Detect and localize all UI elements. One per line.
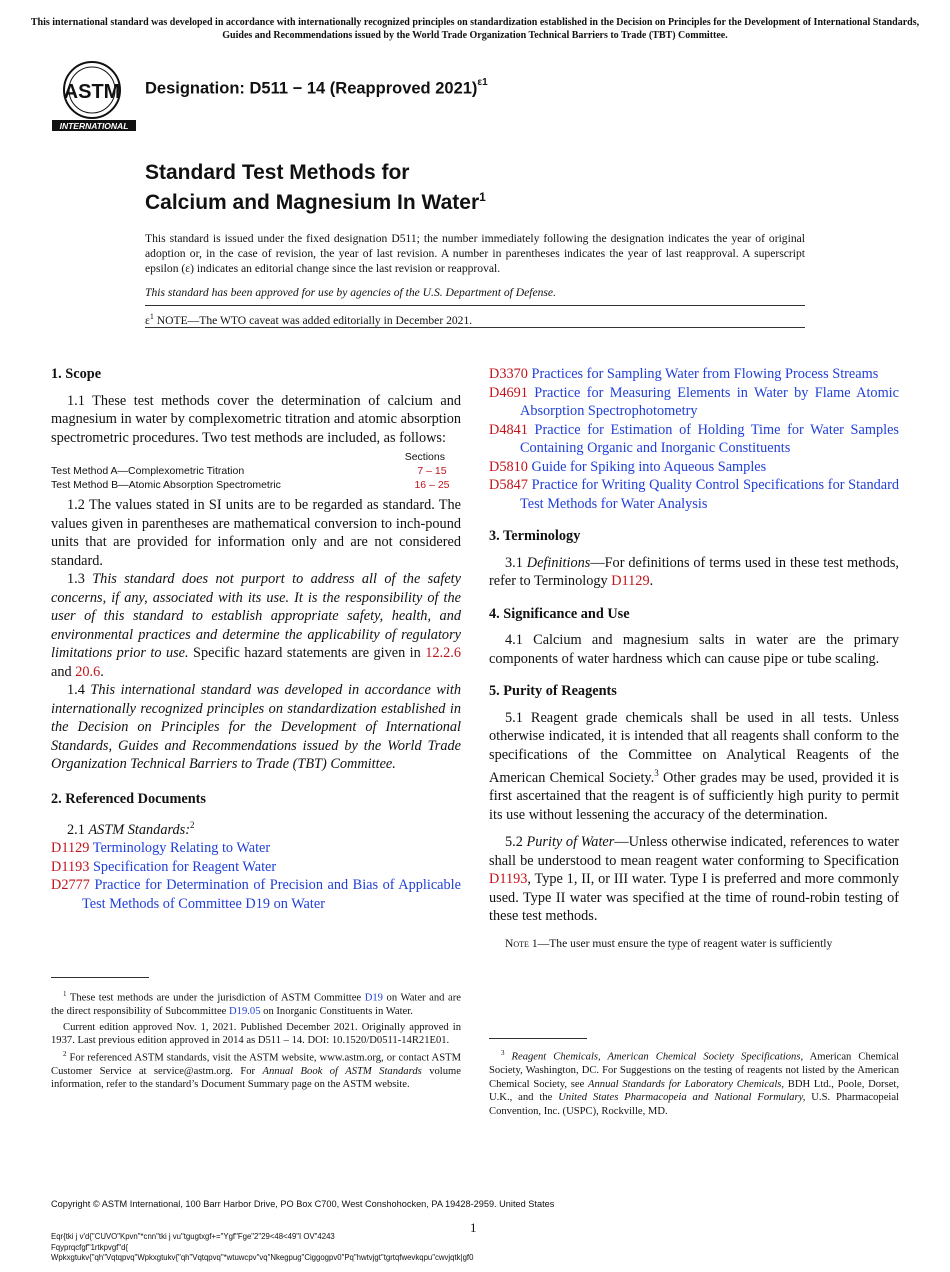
editorial-note: $\varepsilon^1$ NOTE—The WTO caveat was added editorially in December 2021. — [145, 312, 473, 327]
intro-paragraph: This standard is issued under the fixed designation D511; the number immediately following the designation indicates the year of original adoption or, in the case of revision, the year of last revision. A number in parentheses indicates the year of last reapproval. A superscript epsilon (ε) indicates an editorial change since the last revision or reapproval. — [145, 232, 805, 275]
wto-notice: This international standard was developed in accordance with internationally recognized principles on standardization established in the Decision on Principles for the Development of International Standards, Guides and Recommendations issued by the World Trade Organization Technical Barriers to Trade (TBT) Committee. — [30, 17, 920, 41]
divider — [145, 305, 805, 306]
note-1: Note 1—The user must ensure the type of reagent water is sufficiently — [505, 936, 833, 950]
para-1-2: 1.2 The values stated in SI units are to be regarded as standard. The values given in parentheses are mathematical conversion to inch-pound units that are provided for information only and are not considered standard. — [51, 497, 461, 569]
ref-item[interactable]: D4691 Practice for Measuring Elements in Water by Flame Atomic Absorption Spectrophotometry — [489, 384, 900, 419]
footnote-rule — [51, 977, 149, 978]
link-d1129[interactable]: D1129 — [611, 573, 650, 589]
logo-subtext: INTERNATIONAL — [59, 121, 129, 131]
link-d1193[interactable]: D1193 — [489, 871, 528, 888]
section-5-heading: 5. Purity of Reagents — [489, 683, 617, 699]
footnote-1: $^1$ These test methods are under the jurisdiction of ASTM Committee D19 on Water and are the direct responsibility of Subcommittee D19.05 on Inorganic Constituents in Water. — [51, 990, 461, 1018]
sections-header: Sections — [404, 451, 445, 463]
para-1-1: 1.1 These test methods cover the determination of calcium and magnesium in water by complexometric titration and atomic absorption spectrometric procedures. Two test methods are included, as follows: — [51, 392, 461, 446]
para-5-1: 5.1 Reagent grade chemicals shall be used in all tests. Unless otherwise indicated, it is intended that all reagents shall conform to the specifications of the Committee on Analytical Reagents of the American Chemical Society.$^3$ Other grades may be used, provided it is first ascertained that the reagent is of sufficiently high purity to permit its use without lessening the accuracy of the determination. — [489, 709, 899, 823]
ref-item[interactable]: D1129 Terminology Relating to Water — [51, 840, 271, 857]
ref-item[interactable]: D5810 Guide for Spiking into Aqueous Samples — [489, 458, 767, 475]
section-4-heading: 4. Significance and Use — [489, 605, 630, 622]
footnote-3: $^3$ Reagent Chemicals, American Chemical Society Specifications, American Chemical Society, Washington, DC. For Suggestions on the testing of reagents not listed by the American Chemical Society, see Annual Standards for Laboratory Chemicals, BDH Ltd., Poole, Dorset, U.K., and the United States Pharmacopeia and National Formulary, U.S. Pharmacopeial Convention, Inc. (USPC), Rockville, MD. — [489, 1049, 899, 1117]
para-2-1: 2.1 ASTM Standards:$^2$ — [67, 820, 195, 838]
para-4-1: 4.1 Calcium and magnesium salts in water are the primary components of water hardness which can cause pipe or tube scaling. — [489, 632, 899, 667]
footnotes-right — [489, 1047, 899, 1118]
para-1-4: 1.4 This international standard was developed in accordance with internationally recognized principles on standardization established in the Decision on Principles for the Development of International Standards, Guides and Recommendations issued by the World Trade Organization Technical Barriers to Trade (TBT) Committee. — [51, 682, 461, 772]
para-1-3: 1.3 This standard does not purport to address all of the safety concerns, if any, associated with its use. It is the responsibility of the user of this standard to establish appropriate safety, health, and environmental practices and determine the applicability of regulatory limitations prior to use. Specific hazard statements are given in 12.2.6 and 20.6. — [51, 571, 461, 680]
ref-item[interactable]: D1193 Specification for Reagent Water — [51, 858, 277, 875]
designation: Designation: D511 − 14 (Reapproved 2021)$^{\varepsilon 1}$ — [145, 77, 488, 98]
divider — [145, 327, 805, 328]
page-title: Standard Test Methods for Calcium and Magnesium In Water$^1$ — [145, 161, 486, 214]
section-2-heading: 2. Referenced Documents — [51, 790, 206, 807]
logo-text: ASTM — [63, 81, 121, 103]
footnotes-left — [51, 988, 461, 1092]
sections-table — [51, 450, 461, 492]
footnote-1-edition: Current edition approved Nov. 1, 2021. Published December 2021. Originally approved in 1937. Last previous edition approved in 2014 as D511 – 14. DOI: 10.1520/D0511-14R21E01. — [51, 1021, 461, 1047]
section-3-heading: 3. Terminology — [489, 528, 581, 544]
link-12-2-6[interactable]: 12.2.6 — [425, 645, 461, 661]
para-3-1: 3.1 Definitions—For definitions of terms used in these test methods, refer to Terminology D1129. — [489, 554, 899, 589]
license-footer: Eqr{tki j v'd{"CUVO"Kpvn"*cnn"tki j vu"tgugtxgf+="Ygf"Fge"2"29<48<49"I OV"4243 Fqyprqcfgf"1rtkpvgf"d{ Wpkxgtukv{"qh"Vqtqpvq"Wpkxgtukv{"qh"Vqtqpvq"*wtuwcpv"vq"Nkegpug"Ciggogpv0"Pq"hwtvjgt"tgrtqfwevkqpu"cwvjqtk|gf0 — [51, 1232, 474, 1262]
table-row: Test Method B—Atomic Absorption Spectrometric 16 – 25 — [51, 479, 450, 491]
ref-item[interactable]: D5847 Practice for Writing Quality Control Specifications for Standard Test Methods for Water Analysis — [489, 477, 900, 512]
link-20-6[interactable]: 20.6 — [75, 663, 101, 680]
copyright: Copyright © ASTM International, 100 Barr Harbor Drive, PO Box C700, West Conshohocken, PA 19428-2959. United States — [51, 1199, 555, 1209]
right-column — [489, 365, 899, 953]
left-column — [51, 365, 461, 913]
ref-item[interactable]: D4841 Practice for Estimation of Holding Time for Water Samples Containing Organic and Inorganic Constituents — [489, 421, 899, 456]
astm-logo — [52, 58, 136, 132]
dod-approval: This standard has been approved for use by agencies of the U.S. Department of Defense. — [145, 286, 556, 299]
page-number: 1 — [470, 1220, 477, 1235]
section-1-heading: 1. Scope — [51, 366, 102, 382]
table-row: Test Method A—Complexometric Titration 7 – 15 — [51, 465, 447, 477]
para-5-2: 5.2 Purity of Water—Unless otherwise indicated, references to water shall be understood to mean reagent water conforming to Specification D1193, Type 1, II, or III water. Type I is preferred and more commonly used. Type II water was specified at the time of round-robin testing of these test methods. — [489, 834, 899, 925]
ref-item[interactable]: D3370 Practices for Sampling Water from Flowing Process Streams — [489, 366, 879, 382]
ref-item[interactable]: D2777 Practice for Determination of Precision and Bias of Applicable Test Methods of Committee D19 on Water — [51, 877, 461, 912]
footnote-rule — [489, 1038, 587, 1039]
footnote-2: $^2$ For referenced ASTM standards, visit the ASTM website, www.astm.org, or contact ASTM Customer Service at service@astm.org. For Annual Book of ASTM Standards volume information, refer to the standard’s Document Summary page on the ASTM website. — [51, 1049, 461, 1091]
